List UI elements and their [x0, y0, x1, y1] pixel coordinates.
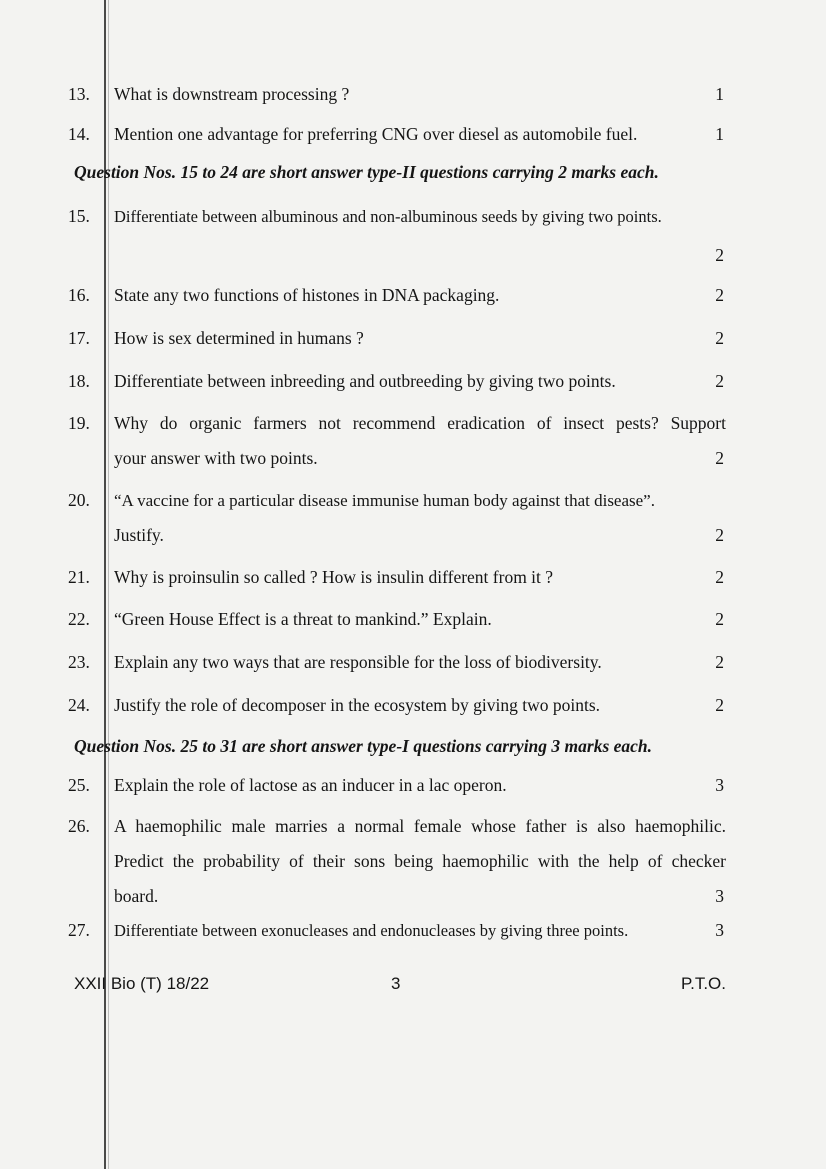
question-number: 21. [68, 567, 90, 587]
question-marks: 3 [715, 775, 724, 795]
question-text: State any two functions of histones in DNA packaging. [114, 285, 500, 305]
question-number: 20. [68, 490, 90, 510]
question-marks: 2 [715, 652, 724, 672]
question-text: How is sex determined in humans ? [114, 328, 364, 348]
question-text-line-1: “A vaccine for a particular disease immunise human body against that disease”. [114, 491, 655, 510]
question-text-line-3: board. [114, 886, 159, 906]
please-turn-over: P.T.O. [680, 974, 726, 993]
question-number: 24. [68, 695, 90, 715]
question-text: What is downstream processing ? [114, 84, 350, 104]
question-text: Differentiate between exonucleases and endonucleases by giving three points. [114, 921, 629, 940]
question-text-line-2: your answer with two points. [114, 448, 318, 468]
question-text: Differentiate between albuminous and non-albuminous seeds by giving two points. [114, 207, 662, 226]
question-text: Differentiate between inbreeding and outbreeding by giving two points. [114, 371, 616, 391]
question-number: 23. [68, 652, 90, 672]
question-text: Explain any two ways that are responsible for the loss of biodiversity. [114, 652, 602, 672]
question-number: 18. [68, 371, 90, 391]
question-marks: 1 [715, 84, 724, 104]
question-text: Justify the role of decomposer in the ecosystem by giving two points. [114, 695, 601, 715]
paper-code: XXII Bio (T) 18/22 [74, 974, 210, 993]
question-marks: 2 [715, 695, 724, 715]
question-marks: 2 [715, 567, 724, 587]
question-number: 13. [68, 84, 90, 104]
question-text: Mention one advantage for preferring CNG over diesel as automobile fuel. [114, 124, 638, 144]
question-text-line-2: Predict the probability of their sons being haemophilic with the help of checker [114, 851, 726, 871]
page-footer [74, 968, 726, 1000]
question-number: 19. [68, 413, 90, 433]
page-number: 3 [391, 974, 401, 993]
question-marks: 2 [715, 245, 724, 265]
question-text-line-1: A haemophilic male marries a normal female whose father is also haemophilic. [114, 816, 726, 836]
question-number: 16. [68, 285, 90, 305]
question-marks: 2 [715, 371, 724, 391]
question-number: 14. [68, 124, 90, 144]
question-text-line-1: Why do organic farmers not recommend eradication of insect pests? Support [114, 413, 726, 433]
question-number: 17. [68, 328, 90, 348]
question-marks: 2 [715, 609, 724, 629]
section-heading-short-answer-i: Question Nos. 25 to 31 are short answer type-I questions carrying 3 marks each. [74, 736, 653, 756]
question-marks: 2 [715, 525, 724, 545]
section-heading-short-answer-ii: Question Nos. 15 to 24 are short answer type-II questions carrying 2 marks each. [74, 162, 659, 182]
question-marks: 2 [715, 328, 724, 348]
question-text: Why is proinsulin so called ? How is insulin different from it ? [114, 567, 554, 587]
question-marks: 3 [715, 920, 724, 940]
question-text-line-2: Justify. [114, 525, 164, 545]
question-marks: 2 [715, 448, 724, 468]
question-text: Explain the role of lactose as an inducer in a lac operon. [114, 775, 507, 795]
question-number: 26. [68, 816, 90, 836]
question-number: 15. [68, 206, 90, 226]
question-marks: 1 [715, 124, 724, 144]
question-number: 25. [68, 775, 90, 795]
question-text: “Green House Effect is a threat to mankind.” Explain. [114, 609, 492, 629]
question-number: 22. [68, 609, 90, 629]
question-marks: 2 [715, 285, 724, 305]
question-marks: 3 [715, 886, 724, 906]
question-number: 27. [68, 920, 90, 940]
